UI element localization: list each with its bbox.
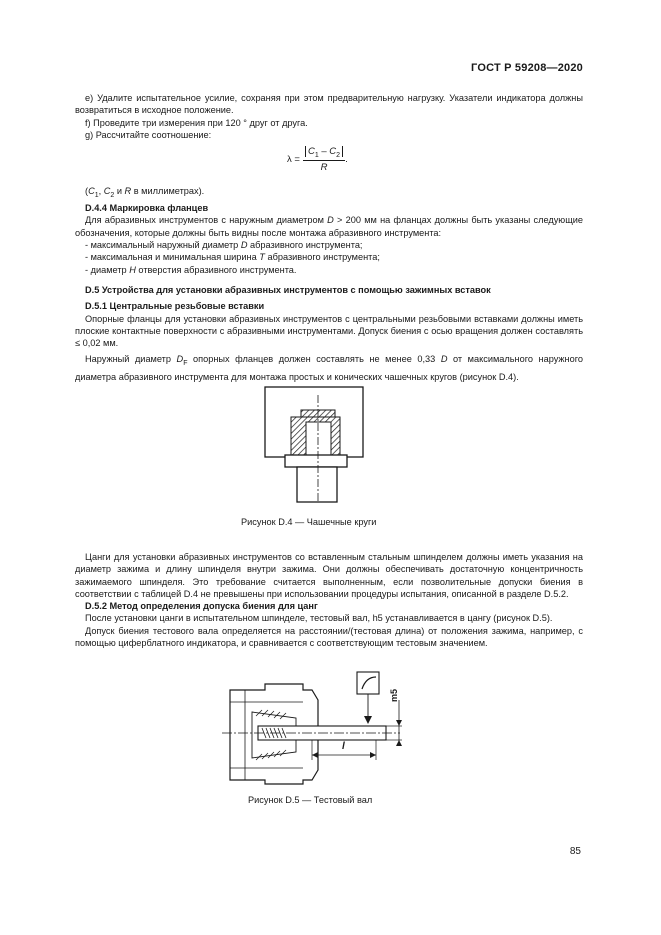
d51-paragraph-1: Опорные фланцы для установки абразивных инструментов с центральными резьбовыми вставками должны иметь плоские контактные поверхности с абразивными инструментами. Допуск биения с осью вращения должен составлять ≤ 0,02 мм. — [75, 313, 583, 349]
document-id: ГОСТ Р 59208—2020 — [471, 62, 583, 74]
formula-tail: . — [345, 153, 348, 165]
dim-length-label: l — [342, 741, 345, 752]
d51-paragraph-2: Наружный диаметр $D_F$ опорных фланцев должен составлять не менее 0,33 D от максимального наружного диаметра абразивного инструмента для монтажа простых и конических чашечных кругов (рисунок D.4). — [75, 354, 583, 382]
formula-lhs: λ = — [287, 153, 300, 165]
runout-symbol-frame — [357, 672, 379, 694]
list-item: - максимальный наружный диаметр D абразивного инструмента; — [85, 240, 363, 251]
list-item: - диаметр H отверстия абразивного инструмента. — [85, 264, 297, 275]
page-number: 85 — [569, 846, 581, 857]
figure-d4-caption: Рисунок D.4 — Чашечные круги — [241, 517, 377, 527]
runout-icon — [362, 677, 376, 689]
insert-hatch — [291, 410, 340, 455]
units-note: ($C_1$, $C_2$ и R в миллиметрах). — [85, 186, 205, 199]
heading-d5: D.5 Устройства для установки абразивных инструментов с помощью зажимных вставок — [85, 284, 491, 295]
step-f: f) Проведите три измерения при 120 ° друг от друга. — [85, 117, 308, 128]
heading-d52: D.5.2 Метод определения допуска биения для цанг — [85, 601, 318, 612]
d52-paragraph-2: Допуск биения тестового вала определяется на расстоянии/(тестовая длина) от положения зажима, например, с помощью циферблатного индикатора, и сравнивается с соответствующим тестовым значением. — [75, 625, 583, 649]
test-shaft — [258, 726, 386, 740]
formula-denominator: R — [320, 161, 328, 173]
section-d44-d51 — [75, 185, 583, 383]
heading-d44: D.4.4 Маркировка фланцев — [85, 203, 209, 214]
d52-paragraph-1: После установки цанги в испытательном шпинделе, тестовый вал, h5 устанавливается в цангу (рисунок D.5). — [85, 613, 553, 624]
wheel-outline — [265, 387, 363, 457]
d44-paragraph: Для абразивных инструментов с наружным диаметром D > 200 мм на фланцах должны быть указаны следующие обозначения, которые должны быть видны после монтажа абразивного инструмента: — [75, 215, 583, 238]
collet-taper — [252, 712, 296, 758]
formula-fraction — [303, 146, 345, 173]
heading-d51: D.5.1 Центральные резьбовые вставки — [85, 301, 265, 312]
step-e: e) Удалите испытательное усилие, сохраняя при этом предварительную нагрузку. Указатели индикатора должны возвратиться в исходное положение. — [75, 93, 583, 116]
ratio-formula — [287, 146, 348, 173]
collets-paragraph: Цанги для установки абразивных инструментов со вставленным стальным шпинделем должны иметь указания на диаметр зажима и длину шпинделя внутри зажима. Они должны обеспечивать достаточную концентричность зажимаемого шпинделя. Это требование считается выполненным, если позволительные допуски биения в соответствии с таблицей D.4 не превышены при использовании процедуры испытания, описанной в разделе D.5.2. — [75, 552, 583, 599]
procedure-steps — [75, 92, 583, 141]
dim-tolerance-label: m5 — [389, 688, 399, 702]
list-item: - максимальная и минимальная ширина T абразивного инструмента; — [85, 252, 380, 263]
formula-numerator: $C_1 - C_2$ — [303, 146, 345, 161]
arrow-down-icon — [364, 716, 372, 724]
spindle — [297, 467, 337, 502]
collet-body — [230, 684, 318, 784]
section-collets — [75, 551, 583, 649]
step-g: g) Рассчитайте соотношение: — [85, 129, 212, 140]
figure-d5-caption: Рисунок D.5 — Тестовый вал — [248, 795, 373, 805]
insert-bore — [306, 422, 331, 455]
flange — [285, 455, 347, 467]
